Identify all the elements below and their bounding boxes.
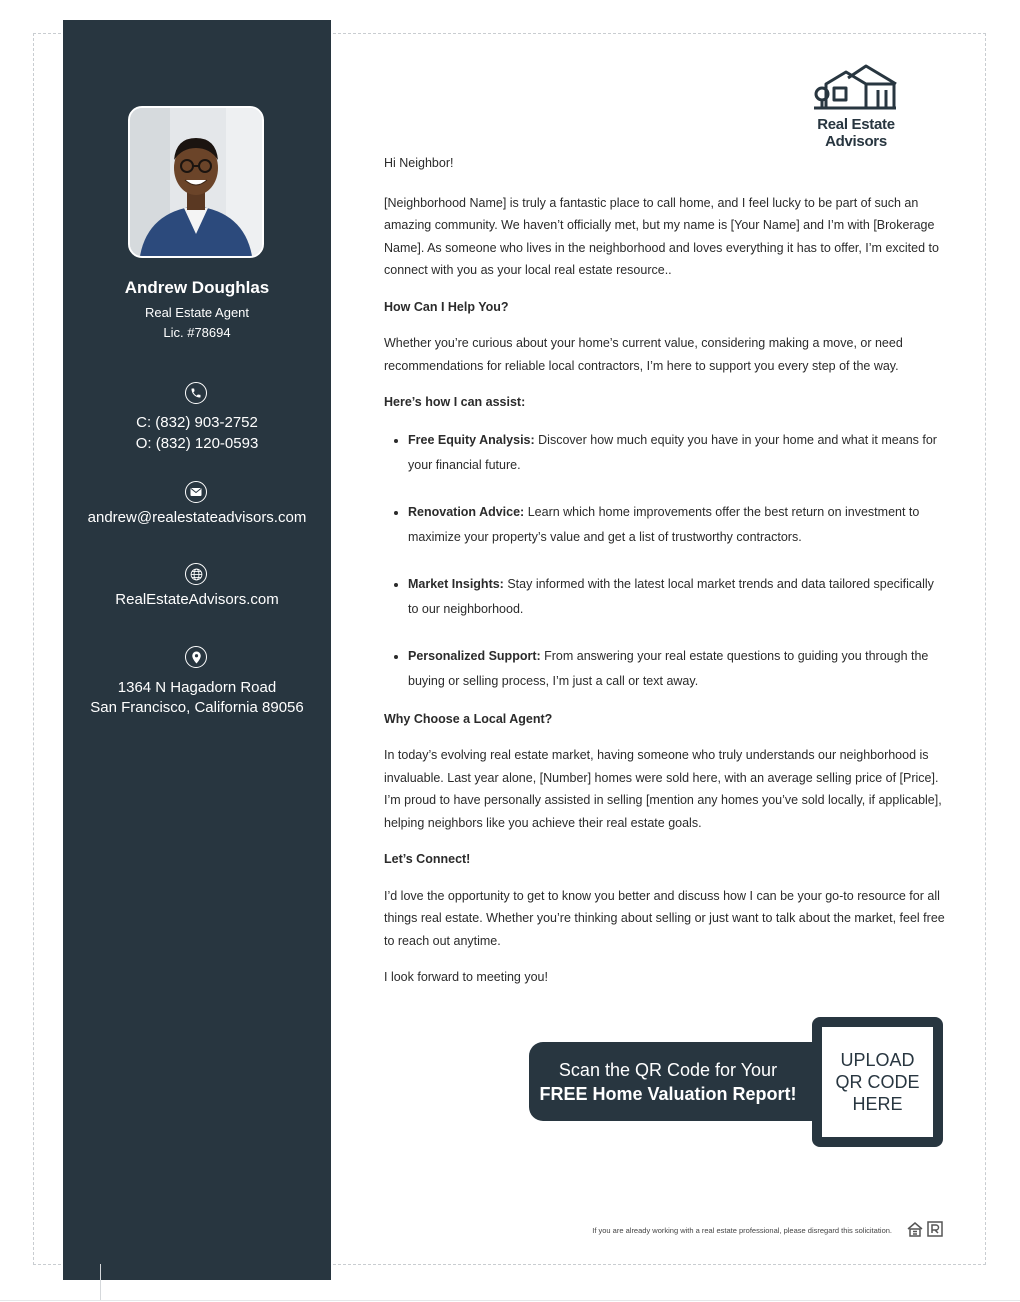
list-item-text: Learn which home improvements offer the best return on investment to maximize your property’s value and get a list of trustworthy contractors. xyxy=(408,504,920,544)
connect-heading: Let’s Connect! xyxy=(384,852,471,866)
intro-paragraph: [Neighborhood Name] is truly a fantastic place to call home, and I feel lucky to be part of such an amazing community. We haven’t officially met, but my name is [Your Name] and I’m with [Brokerage Name]. As someone who lives in the neighborhood and loves everything it has to offer, I’m excited to connect with you as your local real estate resource.. xyxy=(384,195,939,277)
closing-line: I look forward to meeting you! xyxy=(384,970,548,984)
agent-sidebar xyxy=(63,20,331,1280)
greeting: Hi Neighbor! xyxy=(384,156,454,170)
help-heading: How Can I Help You? xyxy=(384,299,509,314)
letter-body xyxy=(384,152,946,989)
page-edge xyxy=(0,1300,1020,1301)
list-item-title: Renovation Advice: xyxy=(408,504,525,519)
phone-cell[interactable]: C: (832) 903-2752 xyxy=(136,414,258,431)
why-paragraph: In today’s evolving real estate market, having someone who truly understands our neighborhood is invaluable. Last year alone, [Number] homes were sold here, with an average selling price of [Price]. I’m proud to have personally assisted in selling [mention any homes you’ve sold locally, if applicable], helping neighbors like you achieve their real estate goals. xyxy=(384,748,942,830)
list-item-title: Free Equity Analysis: xyxy=(408,432,535,447)
agent-name: Andrew Doughlas xyxy=(124,278,270,297)
agent-portrait-icon xyxy=(130,108,262,256)
help-paragraph: Whether you’re curious about your home’s current value, considering making a move, or need recommendations for reliable local contractors, I’m here to support you every step of the way. xyxy=(384,336,903,373)
list-item xyxy=(408,644,946,694)
phone-icon xyxy=(185,382,207,404)
list-item-text: Discover how much equity you have in your home and what it means for your financial future. xyxy=(408,432,937,472)
cta-line1: Scan the QR Code for Your xyxy=(558,1060,778,1080)
list-item-title: Market Insights: xyxy=(408,576,504,591)
list-item xyxy=(408,500,946,550)
qr-placeholder-text: UPLOAD QR CODE HERE xyxy=(835,1050,920,1114)
connect-paragraph: I’d love the opportunity to get to know you better and discuss how I can be your go-to resource for all things real estate. Whether you’re thinking about selling or just want to talk about the market, feel free to reach out anytime. xyxy=(384,888,945,948)
list-item-title: Personalized Support: xyxy=(408,648,541,663)
qr-code-frame xyxy=(812,1017,943,1147)
qr-code-placeholder[interactable] xyxy=(822,1027,933,1137)
globe-icon xyxy=(185,563,207,585)
why-heading: Why Choose a Local Agent? xyxy=(384,711,553,726)
assist-list xyxy=(384,428,946,694)
list-item xyxy=(408,572,946,622)
cta-line2: FREE Home Valuation Report! xyxy=(539,1084,797,1104)
list-item xyxy=(408,428,946,478)
brand-name: Real Estate Advisors xyxy=(817,116,895,150)
website-link[interactable]: RealEstateAdvisors.com xyxy=(115,591,279,608)
qr-cta-banner xyxy=(529,1042,829,1121)
list-item-text: Stay informed with the latest local market trends and data tailored specifically to our neighborhood. xyxy=(408,576,934,616)
email-link[interactable]: andrew@realestateadvisors.com xyxy=(87,509,307,526)
agent-license: Lic. #78694 xyxy=(163,325,231,340)
address-line2: San Francisco, California 89056 xyxy=(90,699,304,716)
equal-housing-realtor-icons xyxy=(906,1220,946,1238)
address-line1: 1364 N Hagadorn Road xyxy=(117,679,277,696)
agent-title: Real Estate Agent xyxy=(144,305,250,320)
solicitation-disclaimer: If you are already working with a real estate professional, please disregard this solicitation. xyxy=(592,1226,892,1235)
crop-mark xyxy=(100,1264,101,1300)
email-icon xyxy=(185,481,207,503)
location-pin-icon xyxy=(185,646,207,668)
phone-office[interactable]: O: (832) 120-0593 xyxy=(135,435,259,452)
agent-photo xyxy=(128,106,264,258)
assist-heading: Here’s how I can assist: xyxy=(384,395,526,409)
list-item-text: From answering your real estate questions to guiding you through the buying or selling process, I’m just a call or text away. xyxy=(408,648,929,688)
